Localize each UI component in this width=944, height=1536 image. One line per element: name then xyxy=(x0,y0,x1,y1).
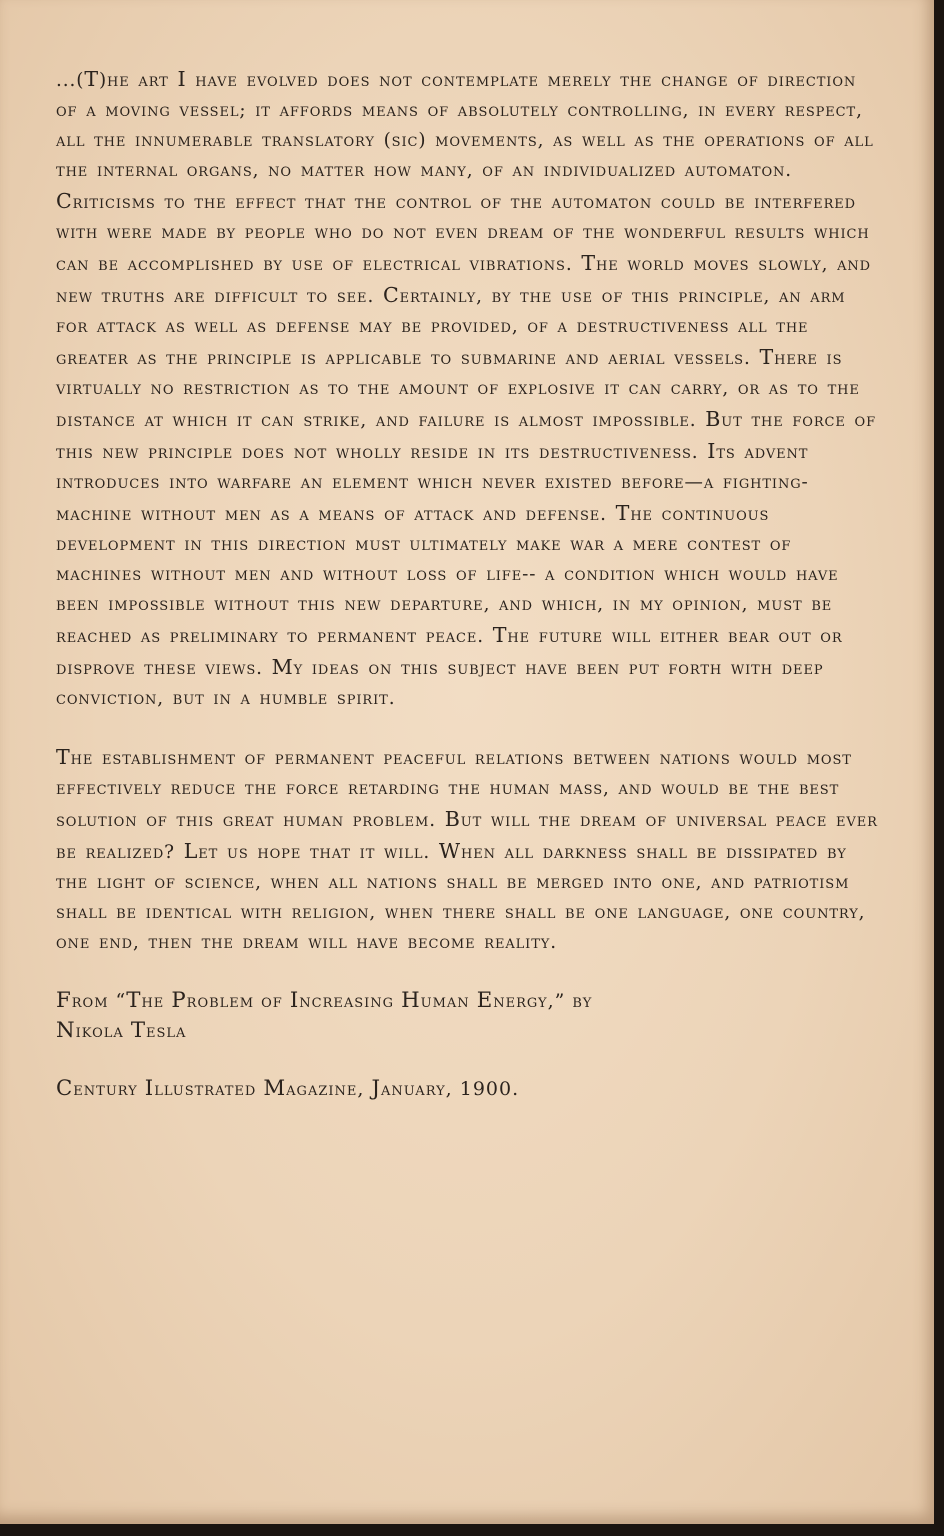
attribution-author: Nikola Tesla xyxy=(56,1018,187,1043)
attribution xyxy=(56,986,878,1046)
quote-paragraph-1: ...(T)he art I have evolved does not contemplate merely the change of direction of a moving vessel; it affords means of absolutely controlling, in every respect, all the innumerable translatory (sic) movements, as well as the operations of all the internal organs, no matter how many, of an individualized automaton. Criticisms to the effect that the control of the automaton could be interfered with were made by people who do not even dream of the wonderful results which can be accomplished by use of electrical vibrations. The world moves slowly, and new truths are difficult to see. Certainly, by the use of this principle, an arm for attack as well as defense may be provided, of a destructiveness all the greater as the principle is applicable to submarine and aerial vessels. There is virtually no restriction as to the amount of explosive it can carry, or as to the distance at which it can strike, and failure is almost impossible. But the force of this new principle does not wholly reside in its destructiveness. Its advent introduces into warfare an element which never existed before—a fighting-machine without men as a means of attack and defense. The continuous development in this direction must ultimately make war a mere contest of machines without men and without loss of life-- a condition which would have been impossible without this new departure, and which, in my opinion, must be reached as preliminary to permanent peace. The future will either bear out or disprove these views. My ideas on this subject have been put forth with deep conviction, but in a humble spirit. xyxy=(56,67,877,709)
attribution-title-line: From “The Problem of Increasing Human Energy,” by xyxy=(56,988,593,1013)
source-citation: Century Illustrated Magazine, January, 1900. xyxy=(56,1076,520,1101)
page-content xyxy=(56,64,878,1104)
quote-paragraph-2: The establishment of permanent peaceful relations between nations would most effectively reduce the force retarding the human mass, and would be the best solution of this great human problem. But will the dream of universal peace ever be realized? Let us hope that it will. When all darkness shall be dissipated by the light of science, when all nations shall be merged into one, and patriotism shall be identical with religion, when there shall be one language, one country, one end, then the dream will have become reality. xyxy=(56,745,878,953)
